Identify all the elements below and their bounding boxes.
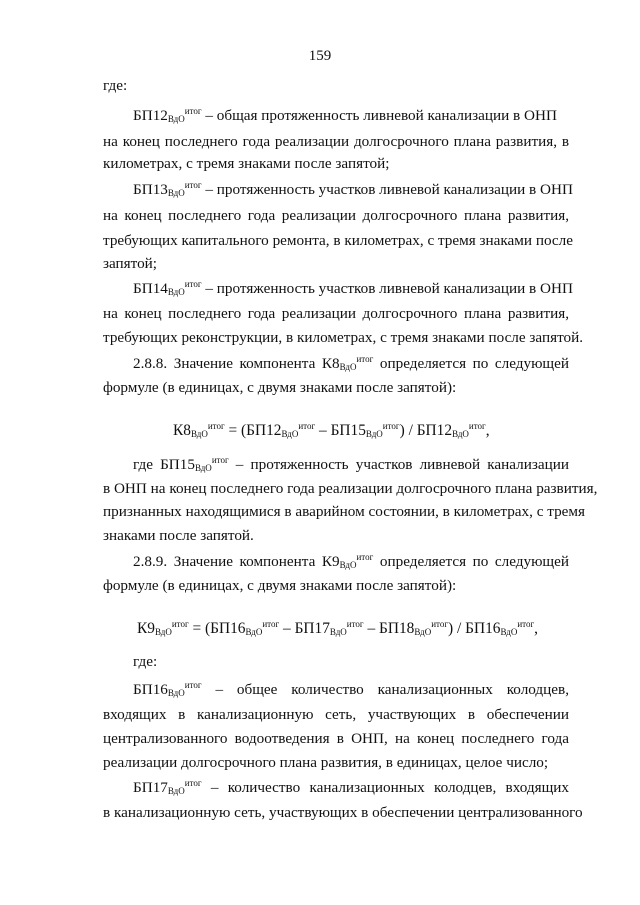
var-bp16: БП16 xyxy=(133,681,168,698)
text-line: реализации долгосрочного плана развития, в единицах, целое число; xyxy=(103,754,549,771)
text-fragment: – общее количество канализационных колодцев, xyxy=(215,681,569,698)
definition-bp13 xyxy=(133,180,573,200)
subscript: ВдО xyxy=(365,429,383,439)
superscript: итог xyxy=(211,455,229,465)
formula-term: – БП18 xyxy=(363,620,415,637)
subscript: ВдО xyxy=(154,627,172,637)
text-fragment: – протяженность участков ливневой канализации в ОНП xyxy=(205,280,573,297)
text-line: где: xyxy=(103,77,128,94)
text-line: запятой; xyxy=(103,255,158,272)
superscript: итог xyxy=(346,619,364,629)
subscript: ВдО xyxy=(452,429,469,439)
formula-lhs: К8 xyxy=(173,422,191,439)
text-line: формуле (в единицах, с двумя знаками после запятой): xyxy=(103,577,457,594)
page-number: 159 xyxy=(308,48,332,64)
text-line: входящих в канализационную сеть, участвующих в обеспечении xyxy=(103,706,569,723)
definition-bp15 xyxy=(133,455,569,475)
subscript: ВдО xyxy=(167,688,185,698)
text-line: в ОНП на конец последнего года реализации долгосрочного плана развития, xyxy=(103,480,598,497)
text-line: в канализационную сеть, участвующих в обеспечении централизованного xyxy=(103,804,583,821)
text-fragment: где БП15 xyxy=(133,456,195,473)
formula-term: , xyxy=(485,422,490,439)
subscript: ВдО xyxy=(167,188,185,198)
superscript: итог xyxy=(382,421,400,431)
text-line: требующих капитального ремонта, в километрах, с тремя знаками после xyxy=(103,232,573,249)
superscript: итог xyxy=(356,354,374,364)
section-2-8-9 xyxy=(133,552,569,572)
text-line: на конец последнего года реализации долгосрочного плана развития, в xyxy=(103,133,569,150)
text-line: километрах, с тремя знаками после запятой; xyxy=(103,155,390,172)
subscript: ВдО xyxy=(500,627,518,637)
formula-term: ) / БП16 xyxy=(448,620,501,637)
definition-bp16 xyxy=(133,680,569,700)
subscript: ВдО xyxy=(245,627,263,637)
text-fragment: – общая протяженность ливневой канализации в ОНП xyxy=(205,107,557,124)
superscript: итог xyxy=(184,279,202,289)
subscript: ВдО xyxy=(339,560,357,570)
subscript: ВдО xyxy=(414,627,432,637)
superscript: итог xyxy=(262,619,280,629)
superscript: итог xyxy=(184,106,202,116)
subscript: ВдО xyxy=(339,362,357,372)
text-line: формуле (в единицах, с двумя знаками после запятой): xyxy=(103,379,457,396)
text-fragment: – протяженность участков ливневой канализации xyxy=(235,456,569,473)
text-line: где: xyxy=(133,653,158,670)
formula-term: , xyxy=(534,620,539,637)
subscript: ВдО xyxy=(329,627,347,637)
text-fragment: – количество канализационных колодцев, входящих xyxy=(210,779,570,796)
definition-bp14 xyxy=(133,279,573,299)
formula-k8 xyxy=(173,421,490,441)
text-line: признанных находящимися в аварийном состоянии, в километрах, с тремя xyxy=(103,503,586,520)
formula-term: ) / БП12 xyxy=(399,422,453,439)
superscript: итог xyxy=(431,619,449,629)
formula-term: = (БП16 xyxy=(188,620,246,637)
text-line: на конец последнего года реализации долгосрочного плана развития, xyxy=(103,305,569,322)
formula-lhs: К9 xyxy=(137,620,155,637)
text-line: на конец последнего года реализации долгосрочного плана развития, xyxy=(103,207,569,224)
superscript: итог xyxy=(468,421,486,431)
text-fragment: определяется по следующей xyxy=(379,355,569,372)
var-bp13: БП13 xyxy=(133,181,168,198)
subscript: ВдО xyxy=(194,463,212,473)
subscript: ВдО xyxy=(167,287,185,297)
subscript: ВдО xyxy=(281,429,299,439)
superscript: итог xyxy=(298,421,316,431)
formula-term: – БП15 xyxy=(315,422,366,439)
text-line: знаками после запятой. xyxy=(103,527,254,544)
text-line: централизованного водоотведения в ОНП, на конец последнего года xyxy=(103,730,569,747)
definition-bp17 xyxy=(133,778,569,798)
subscript: ВдО xyxy=(190,429,208,439)
text-line: требующих реконструкции, в километрах, с тремя знаками после запятой. xyxy=(103,329,584,346)
superscript: итог xyxy=(184,680,202,690)
subscript: ВдО xyxy=(167,114,185,124)
section-2-8-8 xyxy=(133,354,569,374)
var-bp14: БП14 xyxy=(133,280,168,297)
superscript: итог xyxy=(517,619,535,629)
var-bp12: БП12 xyxy=(133,107,168,124)
subscript: ВдО xyxy=(167,786,185,796)
text-fragment: 2.8.8. Значение компонента К8 xyxy=(133,355,340,372)
superscript: итог xyxy=(356,552,374,562)
superscript: итог xyxy=(207,421,225,431)
text-fragment: 2.8.9. Значение компонента К9 xyxy=(133,553,340,570)
text-fragment: – протяженность участков ливневой канализации в ОНП xyxy=(205,181,573,198)
superscript: итог xyxy=(184,180,202,190)
text-fragment: определяется по следующей xyxy=(379,553,569,570)
definition-bp12 xyxy=(133,106,569,126)
formula-term: = (БП12 xyxy=(224,422,282,439)
formula-term: – БП17 xyxy=(279,620,330,637)
formula-k9 xyxy=(137,619,538,639)
superscript: итог xyxy=(171,619,189,629)
var-bp17: БП17 xyxy=(133,779,168,796)
superscript: итог xyxy=(184,778,202,788)
